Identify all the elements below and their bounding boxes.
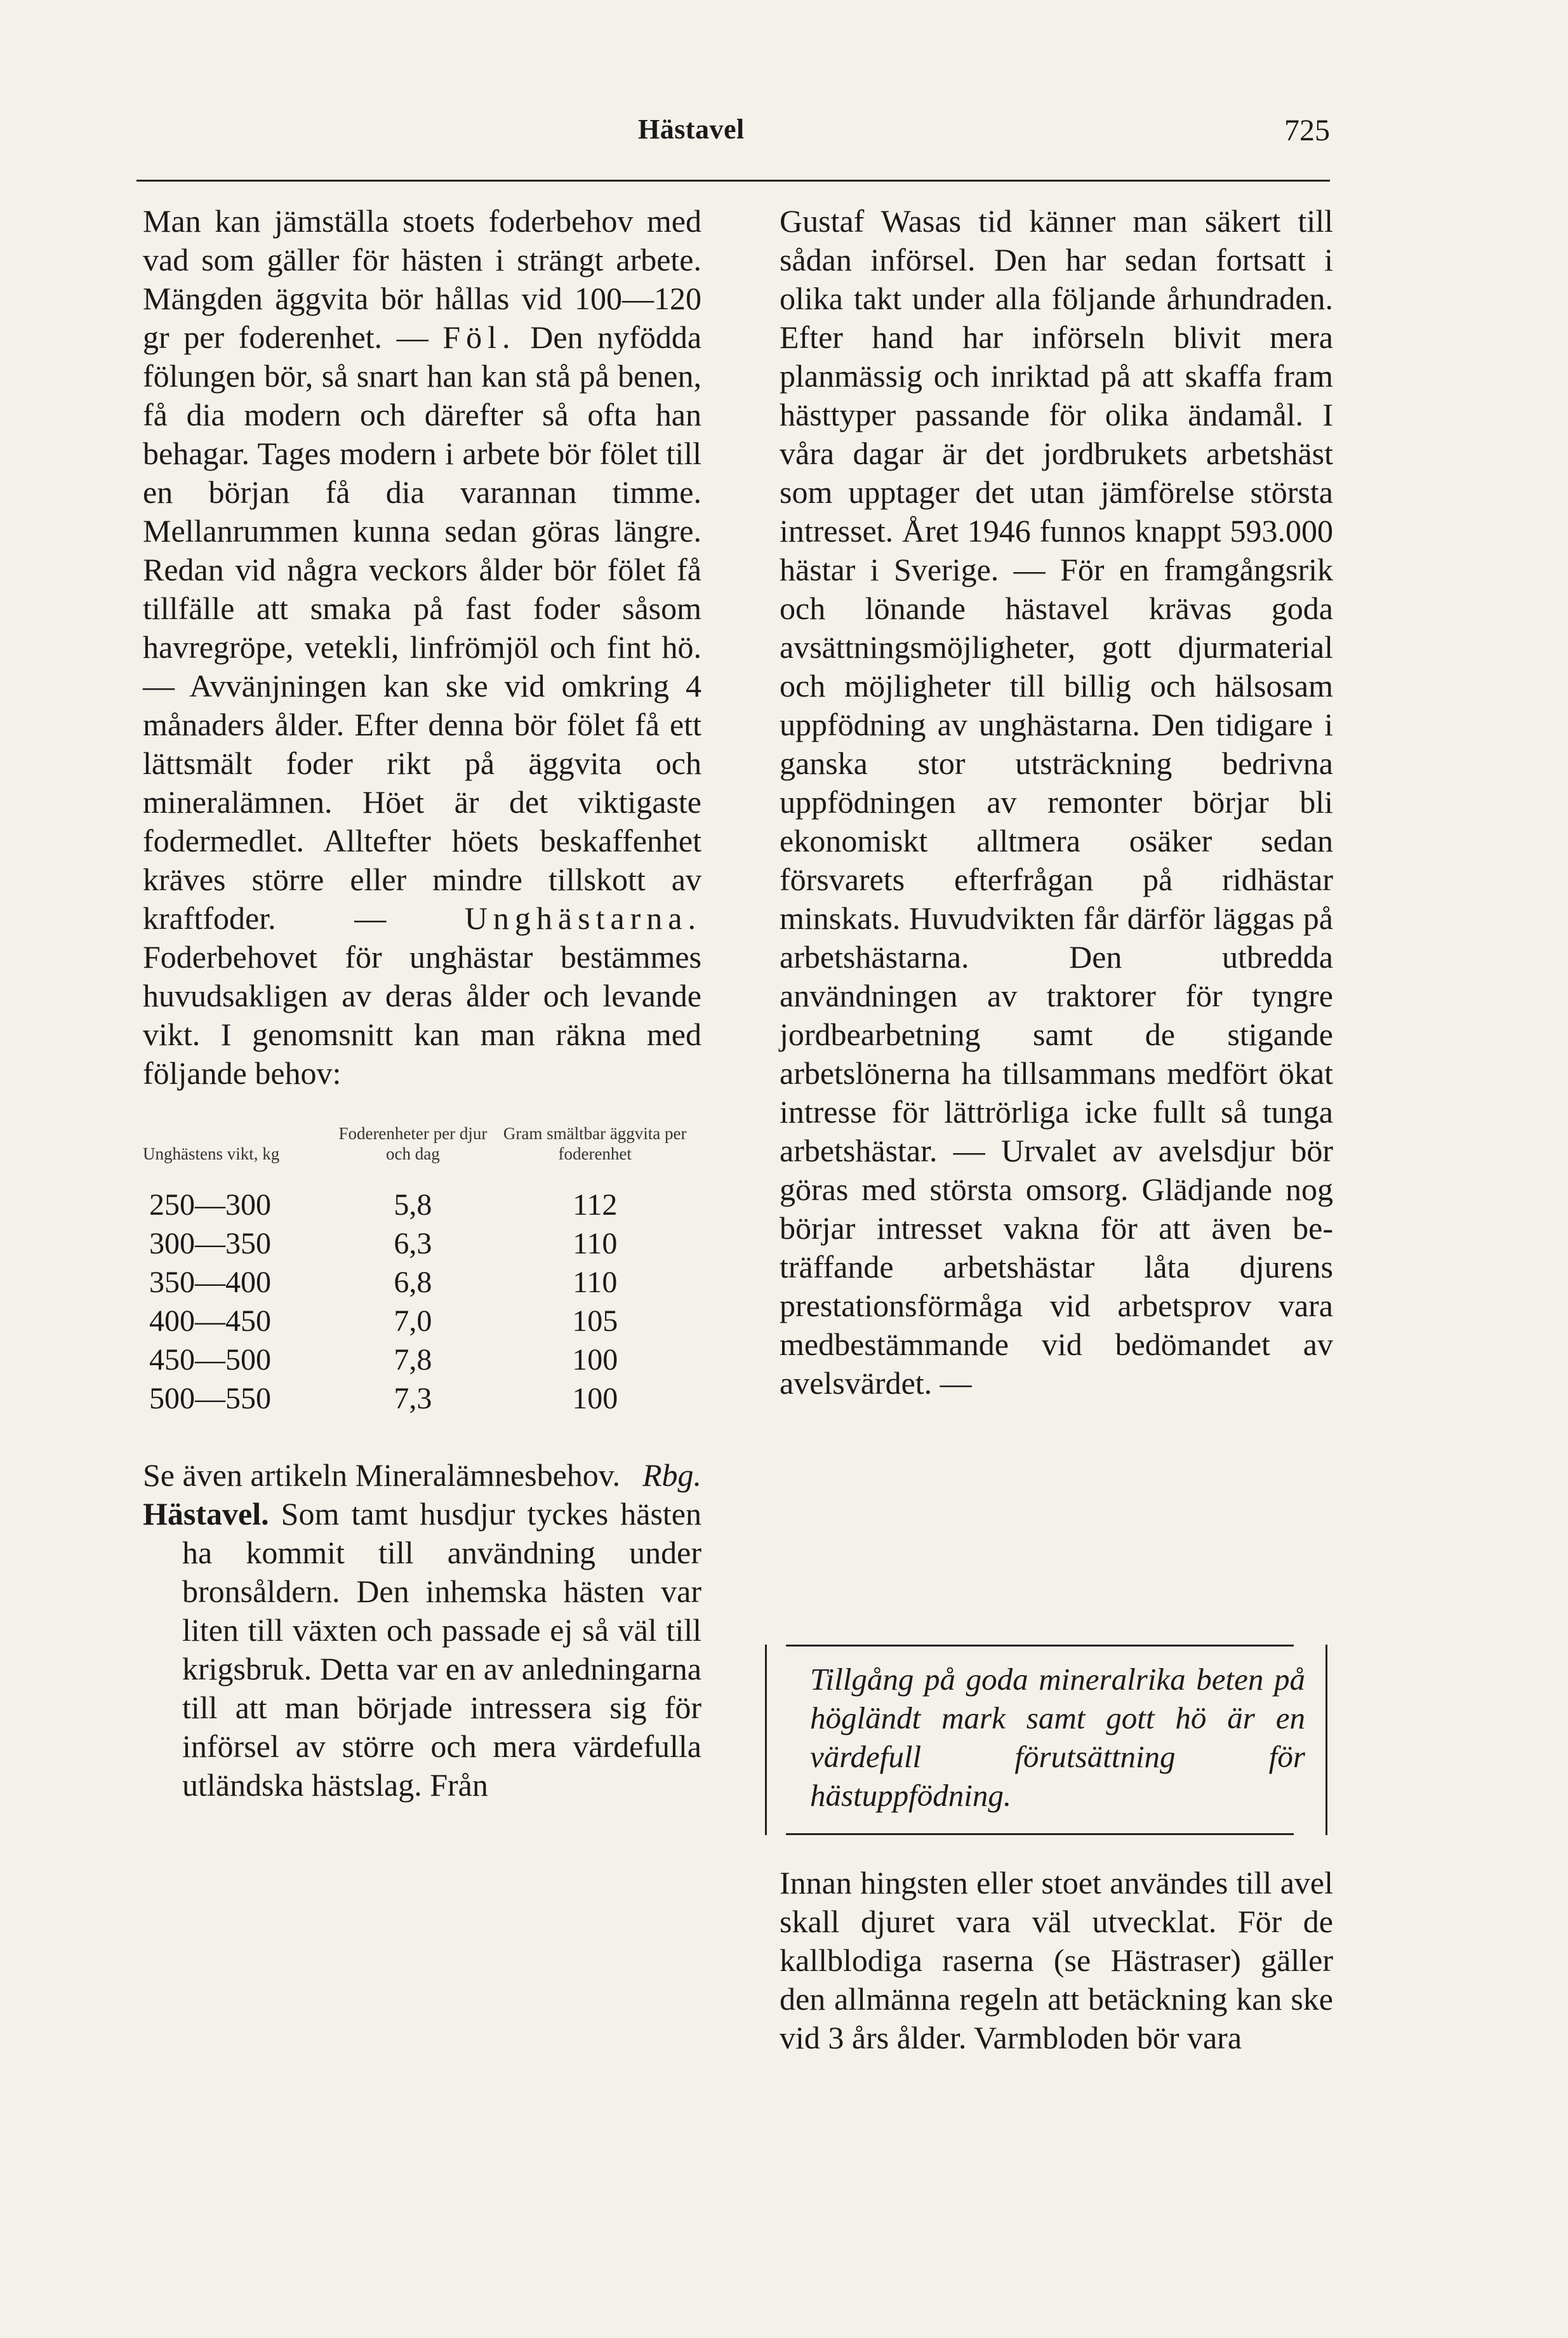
table-cell: 6,3 [394,1227,432,1260]
left-column [143,202,701,1805]
table-cell: 105 [572,1304,618,1338]
table-cell: 100 [572,1382,618,1415]
entry-headword: Hästavel. [143,1496,269,1532]
see-also-paragraph [143,1456,701,1495]
table-cell: 250—300 [149,1188,271,1222]
table-row [143,1186,701,1224]
author-signature: Rbg. [642,1457,701,1493]
text-run: Man kan jämställa stoets foderbehov med vad som gäller för hästen i strängt arbete. Mängden äggvita bör hållas vid 100—120 gr per foderenhet. — [143,203,701,355]
feed-table [143,1123,701,1418]
table-cell: 112 [573,1188,618,1222]
table-cell: 7,0 [394,1304,432,1338]
table-cell: 450—500 [149,1343,271,1377]
table-row [143,1379,701,1418]
entry-hastavel [143,1495,701,1805]
table-cell: 7,8 [394,1343,432,1377]
paragraph: Innan hingsten eller stoet användes till avel skall djuret vara väl utvecklat. För de kallblodiga raserna (se Hästraser) gäller den allmänna regeln att betäckning kan ske vid 3 års ålder. Varmbloden bör vara [780,1865,1333,2055]
table-header-row [143,1123,701,1186]
paragraph: Gustaf Wasas tid känner man säkert till sådan införsel. Den har sedan fortsatt i olika takt under alla följande århundraden. Efter hand har införseln blivit mera planmässig och inriktad på att skaffa fram hästtyper passande för olika ändamål. I våra dagar är det jordbrukets arbetshäst som upptager det utan jämförelse största intresset. Året 1946 funnos knappt 593.000 hästar i Sverige. — För en framgångsrik och lönande hästavel krävas goda avsättningsmöjligheter, gott djurmaterial och möjligheter till billig och hälsosam uppfödning av unghästarna. Den tidigare i ganska stor utsträckning bedrivna uppfödningen av remonter börjar bli ekonomiskt alltmera osäker sedan försvarets efterfrågan på ridhästar minskats. Huvudvikten får därför läggas på arbetshästarna. Den utbredda användningen av traktorer för tyngre jordbearbetning samt de stigande arbetslönerna ha tillsammans medfört ökat intresse för lättrörliga icke fullt så tunga arbetshästar. — Urvalet av avelsdjur bör göras med största omsorg. Glädjande nog börjar intresset vakna för att även beträffande arbetshästar låta djurens prestationsförmåga vid arbetsprov vara medbestämmande vid bedömandet av avelsvärdet. — [780,203,1333,1401]
table-cell: 5,8 [394,1188,432,1222]
page-header [136,113,1330,151]
text-run: Foderbehovet för unghästar bestämmes huvudsakligen av deras ålder och levande vikt. I genomsnitt kan man räkna med följande behov: [143,939,701,1091]
table-cell: 100 [572,1343,618,1377]
running-title: Hästavel [638,114,745,145]
table-cell: 350—400 [149,1266,271,1299]
text-run: Den nyfödda fölungen bör, så snart han kan stå på benen, få dia modern och därefter så ofta han behagar. Tages modern i arbete bör fölet till en början få dia varannan timme. Mellanrummen kunna sedan göras längre. Redan vid några veckors ålder bör fölet få tillfälle att smaka på fast foder såsom havregröpe, vetekli, linfrömjöl och fint hö. — Avvänjningen kan ske vid omkring 4 månaders ålder. Efter denna bör fölet få ett lättsmält foder rikt på äggvita och mineralämnen. Höet är det viktigaste fodermedlet. Alltefter höets beskaffenhet kräves större eller mindre tillskott av kraftfoder. — [143,319,702,936]
spacer [143,1418,701,1456]
table-cell: 110 [573,1266,618,1299]
see-also-text: Se även artikeln Mineralämnesbehov. [143,1457,621,1493]
table-row [143,1302,701,1340]
table-header: Unghästens vikt, kg [143,1144,280,1163]
photo-caption-box [765,1645,1327,1835]
table-cell: 110 [573,1227,618,1260]
paragraph-fol [143,202,701,1093]
table-cell: 400—450 [149,1304,271,1338]
right-column [780,202,1333,1403]
header-rule [136,180,1330,182]
spaced-subheading: Unghästarna. [464,900,701,936]
caption-text: Tillgång på goda mineralrika beten på högländt mark samt gott hö är en värdefull förutsättning för hästuppfödning. [810,1662,1305,1813]
table-header: Gram smältbar äggvita per foderenhet [503,1124,687,1163]
table-header: Foderenheter per djur och dag [338,1124,488,1163]
page-number: 725 [1284,114,1330,147]
spaced-subheading: Föl. [442,319,516,355]
caption-rule [786,1645,1294,1647]
right-column-continued [780,1864,1333,2057]
entry-text: Som tamt husdjur tyckes hästen ha kommit till användning under bronsåldern. Den inhemska hästen var liten till växten och passade ej så väl till krigsbruk. Detta var en av anledningarna till att man började intressera sig för införsel av större och mera värdefulla utländska hästslag. Från [182,1496,701,1803]
table-cell: 6,8 [394,1266,432,1299]
table-cell: 7,3 [394,1382,432,1415]
caption-rule [786,1833,1294,1835]
table-row [143,1340,701,1379]
table-cell: 300—350 [149,1227,271,1260]
table-row [143,1263,701,1302]
table-cell: 500—550 [149,1382,271,1415]
table-row [143,1224,701,1263]
